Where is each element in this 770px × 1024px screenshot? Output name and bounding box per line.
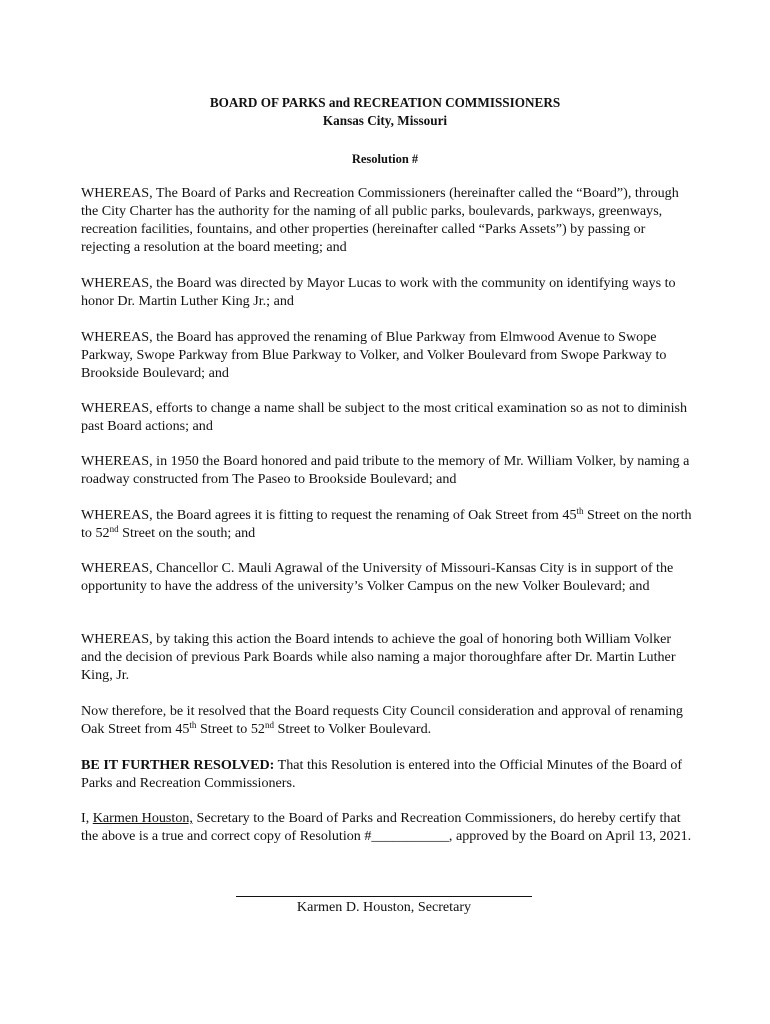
paragraph-6-text-1: WHEREAS, the Board agrees it is fitting to request the renaming of Oak Street from 45	[81, 507, 577, 523]
certification-secretary-name: Karmen Houston,	[92, 810, 193, 826]
paragraph-9-text-2: Street to 52	[196, 721, 265, 737]
certification-prefix: I,	[81, 810, 93, 826]
whereas-paragraph-6	[81, 506, 693, 542]
whereas-paragraph-2: WHEREAS, the Board was directed by Mayor Lucas to work with the community on identifying ways to honor Dr. Martin Luther King Jr.; and	[81, 275, 676, 309]
whereas-paragraph-1: WHEREAS, The Board of Parks and Recreation Commissioners (hereinafter called the “Board”), through the City Charter has the authority for the naming of all public parks, boulevards, parkways, greenways, recreation facilities, fountains, and other properties (hereinafter called “Parks Assets”) by passing or rejecting a resolution at the board meeting; and	[81, 185, 679, 255]
resolution-number-label: Resolution #	[351, 152, 419, 166]
further-resolved-text: That this Resolution is entered into the Official Minutes of the Board of Parks and Recreation Commissioners.	[81, 757, 683, 791]
paragraph-6-superscript-2: nd	[109, 524, 119, 534]
whereas-paragraph-4: WHEREAS, efforts to change a name shall be subject to the most critical examination so as not to diminish past Board actions; and	[81, 400, 688, 434]
further-resolved-heading: BE IT FURTHER RESOLVED:	[81, 757, 275, 773]
further-resolved-paragraph	[81, 756, 693, 792]
signature-name: Karmen D. Houston, Secretary	[296, 899, 472, 915]
paragraph-9-superscript-2: nd	[264, 720, 274, 730]
whereas-paragraph-8: WHEREAS, by taking this action the Board intends to achieve the goal of honoring both William Volker and the decision of previous Park Boards while also naming a major thoroughfare after Dr. Martin Luther King, Jr.	[81, 631, 676, 683]
signature-line	[236, 896, 532, 897]
paragraph-6-text-2: Street on the north to 52	[81, 507, 692, 541]
paragraph-9-superscript-1: th	[189, 720, 197, 730]
whereas-paragraph-3: WHEREAS, the Board has approved the renaming of Blue Parkway from Elmwood Avenue to Swope Parkway, Swope Parkway from Blue Parkway to Volker, and Volker Boulevard from Swope Parkway to Brookside Boulevard; and	[81, 329, 667, 381]
paragraph-9-text-3: Street to Volker Boulevard.	[273, 721, 432, 737]
certification-text: Secretary to the Board of Parks and Recreation Commissioners, do hereby certify that the above is a true and correct copy of Resolution #___________, approved by the Board on April 13, 2021.	[81, 810, 692, 844]
document-title: BOARD OF PARKS and RECREATION COMMISSIONERS	[209, 95, 561, 110]
whereas-paragraph-7: WHEREAS, Chancellor C. Mauli Agrawal of the University of Missouri-Kansas City is in support of the opportunity to have the address of the university’s Volker Campus on the new Volker Boulevard; and	[81, 560, 674, 594]
whereas-paragraph-5: WHEREAS, in 1950 the Board honored and paid tribute to the memory of Mr. William Volker, by naming a roadway constructed from The Paseo to Brookside Boulevard; and	[81, 453, 690, 487]
certification-paragraph	[81, 809, 693, 845]
resolved-paragraph	[81, 702, 693, 738]
document-subtitle: Kansas City, Missouri	[322, 113, 448, 128]
paragraph-6-superscript-1: th	[576, 506, 584, 516]
paragraph-6-text-3: Street on the south; and	[118, 525, 256, 541]
paragraph-9-text-1: Now therefore, be it resolved that the Board requests City Council consideration and approval of renaming Oak Street from 45	[81, 703, 683, 737]
